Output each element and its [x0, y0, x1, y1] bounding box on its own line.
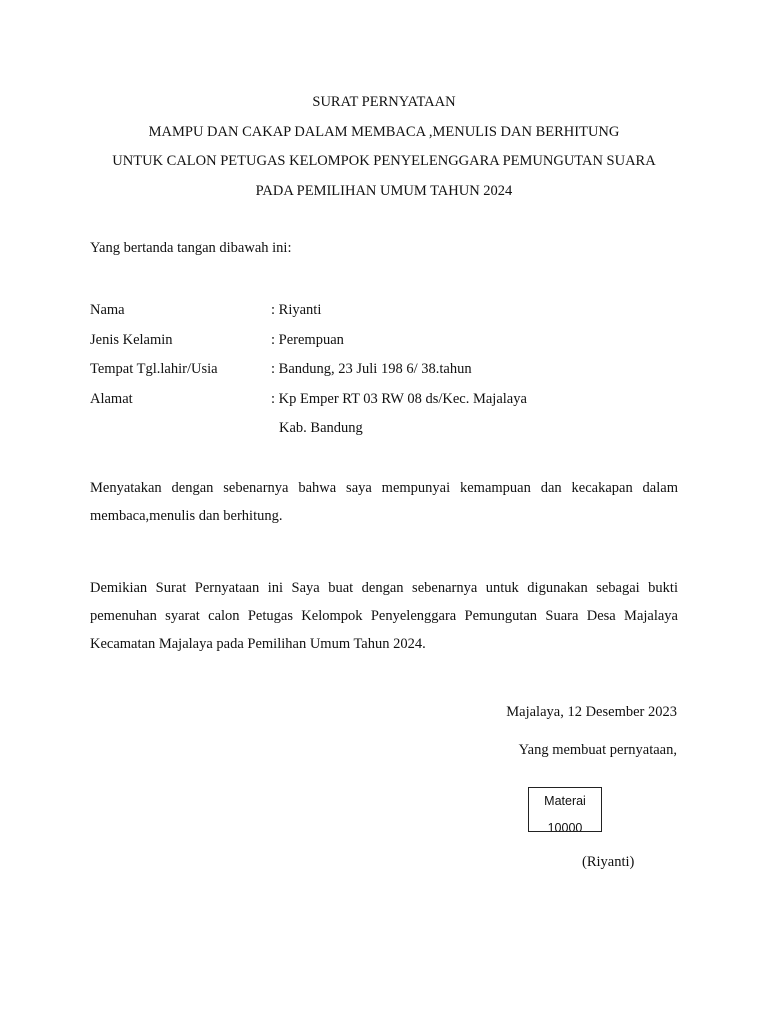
title-line-1: SURAT PERNYATAAN [312, 94, 456, 110]
address-continuation: Kab. Bandung [279, 420, 363, 436]
field-row-birth [90, 357, 690, 387]
field-value: : Riyanti [271, 302, 322, 318]
place-date: Majalaya, 12 Desember 2023 [506, 704, 677, 720]
identity-fields [90, 298, 690, 446]
stamp-label: Materai [544, 794, 586, 808]
stamp-value: 10000 [547, 821, 583, 832]
field-row-gender [90, 328, 690, 358]
title-line-2: MAMPU DAN CAKAP DALAM MEMBACA ,MENULIS DAN BERHITUNG [148, 123, 620, 140]
title-line-4: PADA PEMILIHAN UMUM TAHUN 2024 [255, 182, 513, 199]
closing-paragraph: Demikian Surat Pernyataan ini Saya buat dengan sebenarnya untuk digunakan sebagai bukti pemenuhan syarat calon Petugas Kelompok Penyelenggara Pemungutan Suara Desa Majalaya Kecamatan Majalaya pada Pemilihan Umum Tahun 2024. [90, 580, 678, 652]
field-row-address [90, 387, 690, 417]
field-value: : Perempuan [271, 331, 344, 348]
field-value: : Kp Emper RT 03 RW 08 ds/Kec. Majalaya [271, 390, 527, 407]
field-row-address-continuation [90, 416, 690, 446]
field-label: Tempat Tgl.lahir/Usia [90, 361, 218, 377]
intro-text: Yang bertanda tangan dibawah ini: [90, 240, 292, 256]
document-title [0, 90, 768, 208]
field-label: Nama [90, 302, 125, 318]
signer-role: Yang membuat pernyataan, [518, 742, 677, 758]
field-value: : Bandung, 23 Juli 198 6/ 38.tahun [271, 361, 472, 377]
field-label: Alamat [90, 390, 133, 407]
statement-paragraph: Menyatakan dengan sebenarnya bahwa saya mempunyai kemampuan dan kecakapan dalam membaca,menulis dan berhitung. [90, 480, 678, 524]
stamp-box [528, 787, 602, 832]
signer-name: (Riyanti) [582, 854, 635, 870]
field-row-name [90, 298, 690, 328]
title-line-3: UNTUK CALON PETUGAS KELOMPOK PENYELENGGARA PEMUNGUTAN SUARA [112, 153, 656, 169]
field-label: Jenis Kelamin [90, 331, 173, 348]
